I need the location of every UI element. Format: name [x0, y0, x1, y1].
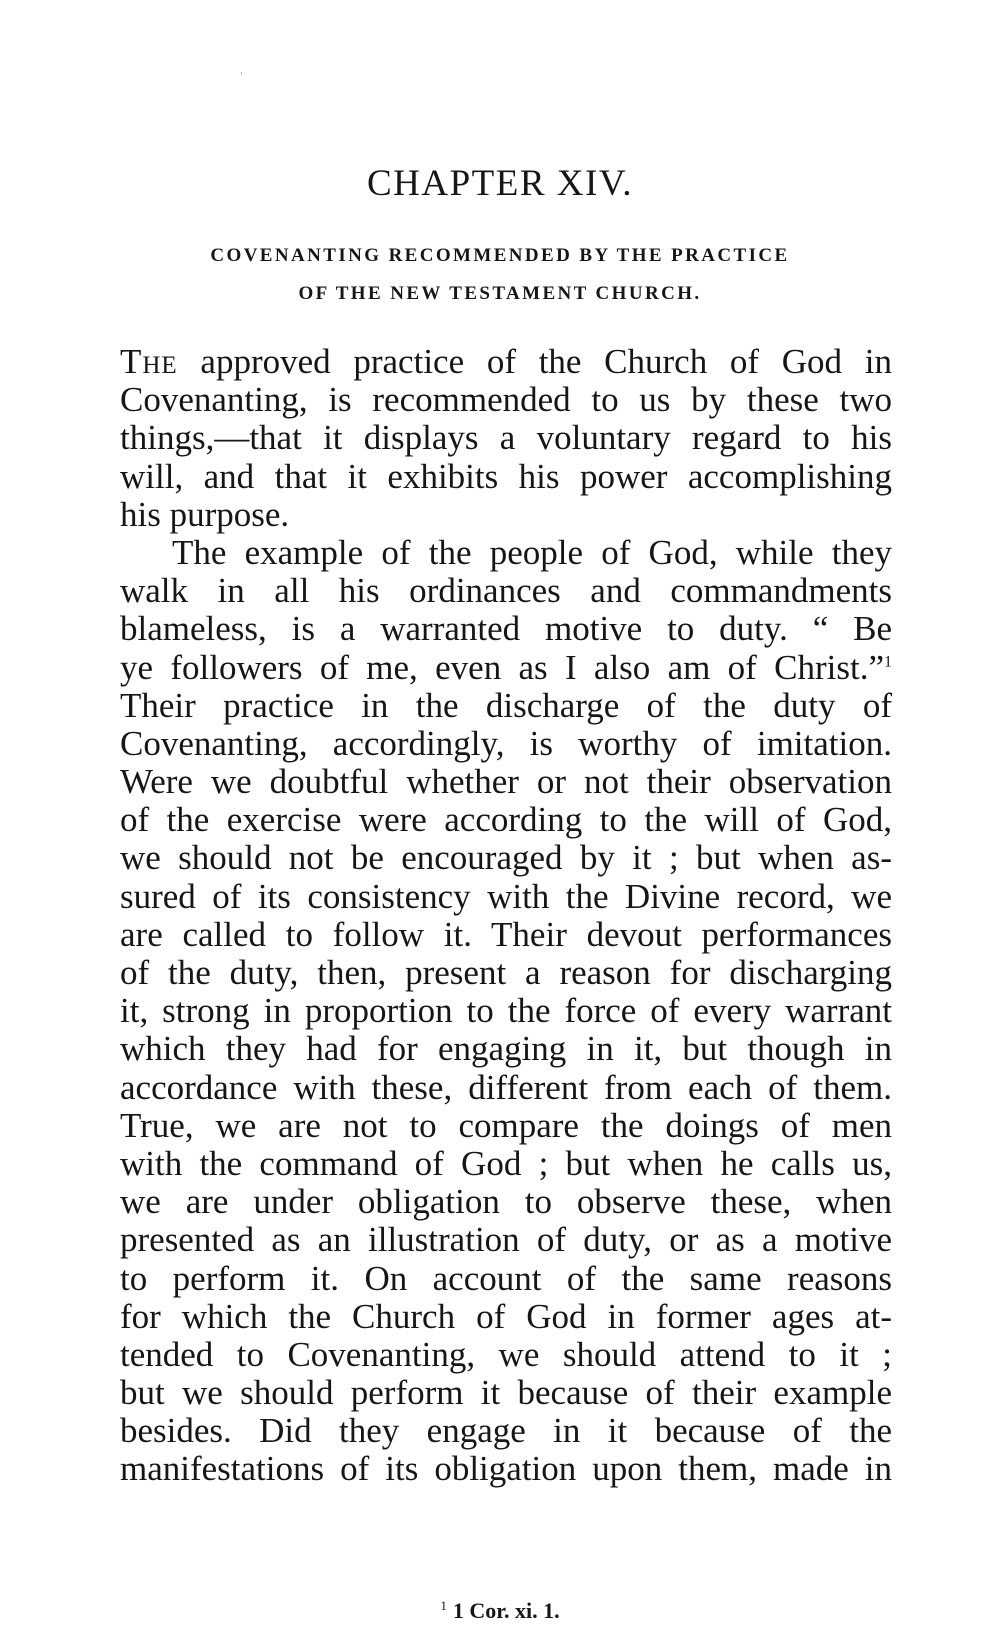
body-line: for which the Church of God in former ages at- — [120, 1296, 892, 1336]
body-line: with the command of God ; but when he calls us, — [120, 1143, 892, 1183]
opening-word: The — [120, 342, 178, 381]
quote-text: ye followers of me, even as I also am of Christ.” — [120, 647, 884, 687]
footnote-text: 1 Cor. xi. 1. — [452, 1598, 560, 1623]
chapter-body — [120, 343, 892, 1489]
body-line: True, we are not to compare the doings of men — [120, 1105, 892, 1145]
page-speck — [241, 72, 242, 75]
body-line: accordance with these, different from each of them. — [120, 1067, 892, 1107]
chapter-subtitle-line-1: COVENANTING RECOMMENDED BY THE PRACTICE — [210, 245, 790, 266]
body-line: sured of its consistency with the Divine record, we — [120, 876, 892, 916]
body-line: things,—that it displays a voluntary regard to his — [120, 418, 892, 458]
body-line: his purpose. — [120, 494, 290, 534]
body-line: but we should perform it because of their example — [120, 1373, 892, 1413]
chapter-subtitle-line-2: OF THE NEW TESTAMENT CHURCH. — [298, 283, 702, 304]
body-line: The example of the people of God, while they — [172, 532, 892, 572]
body-line: Covenanting, is recommended to us by these two — [120, 380, 892, 420]
footnote-mark: 1 — [440, 1597, 447, 1613]
body-line: besides. Did they engage in it because of the — [120, 1411, 892, 1451]
body-line: it, strong in proportion to the force of every warrant — [120, 991, 892, 1031]
body-line: Were we doubtful whether or not their observation — [120, 762, 892, 802]
body-line: we are under obligation to observe these, when — [120, 1182, 892, 1222]
body-line: to perform it. On account of the same reasons — [120, 1258, 892, 1298]
first-line-rest: approved practice of the Church of God in — [177, 342, 892, 381]
body-line — [120, 343, 892, 381]
body-line — [120, 649, 892, 687]
body-line: of the duty, then, present a reason for discharging — [120, 953, 892, 992]
body-line: tended to Covenanting, we should attend to it ; — [120, 1334, 892, 1374]
body-line: which they had for engaging in it, but though in — [120, 1029, 892, 1069]
body-line: manifestations of its obligation upon them, made in — [120, 1449, 892, 1489]
body-line: will, and that it exhibits his power accomplishing — [120, 456, 892, 496]
body-line: Covenanting, accordingly, is worthy of imitation. — [120, 723, 892, 763]
body-line: are called to follow it. Their devout performances — [120, 914, 892, 954]
footnote-reference: 1 — [884, 652, 892, 670]
body-line: we should not be encouraged by it ; but when as- — [120, 838, 892, 878]
body-line: walk in all his ordinances and commandments — [120, 571, 892, 611]
body-line: of the exercise were according to the will of God, — [120, 800, 892, 840]
body-line: presented as an illustration of duty, or as a motive — [120, 1220, 892, 1260]
body-line: Their practice in the discharge of the duty of — [120, 685, 892, 725]
footnote — [0, 1596, 1000, 1626]
body-line: blameless, is a warranted motive to duty. “ Be — [120, 609, 892, 649]
chapter-title: CHAPTER XIV. — [366, 163, 634, 204]
